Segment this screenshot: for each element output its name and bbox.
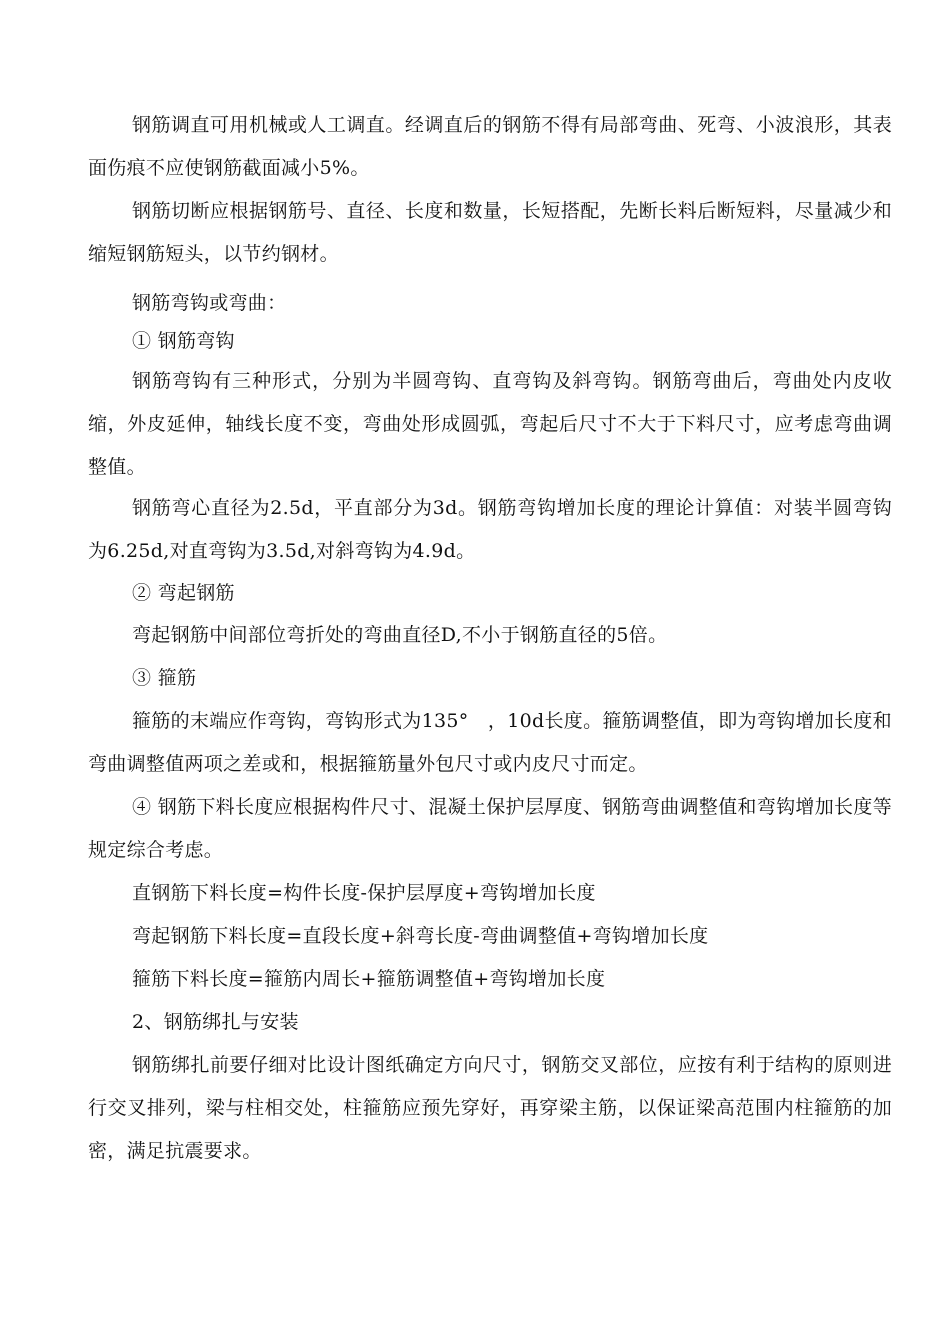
paragraph-binding: 钢筋绑扎前要仔细对比设计图纸确定方向尺寸，钢筋交叉部位，应按有利于结构的原则进行交叉排列，梁与柱相交处，柱箍筋应预先穿好，再穿梁主筋，以保证梁高范围内柱箍筋的加密，满足抗震要求。 [88, 1054, 892, 1162]
paragraph-cutting: 钢筋切断应根据钢筋号、直径、长度和数量，长短搭配，先断长料后断短料，尽量减少和缩短钢筋短头，以节约钢材。 [88, 200, 892, 265]
formula-straight-bar: 直钢筋下料长度=构件长度-保护层厚度+弯钩增加长度 [132, 882, 596, 904]
paragraph-hook-forms: 钢筋弯钩有三种形式，分别为半圆弯钩、直弯钩及斜弯钩。钢筋弯曲后，弯曲处内皮收缩，外皮延伸，轴线长度不变，弯曲处形成圆弧，弯起后尺寸不大于下料尺寸，应考虑弯曲调整值。 [88, 370, 892, 478]
heading-hook: ① 钢筋弯钩 [132, 330, 235, 352]
paragraph-cutting-length: ④ 钢筋下料长度应根据构件尺寸、混凝土保护层厚度、钢筋弯曲调整值和弯钩增加长度等规定综合考虑。 [88, 796, 892, 861]
paragraph-bend-diameter: 钢筋弯心直径为2.5d，平直部分为3d。钢筋弯钩增加长度的理论计算值：对装半圆弯钩为6.25d,对直弯钩为3.5d,对斜弯钩为4.9d。 [88, 497, 892, 562]
paragraph-stirrup: 箍筋的末端应作弯钩，弯钩形式为135° ，10d长度。箍筋调整值，即为弯钩增加长度和弯曲调整值两项之差或和，根据箍筋量外包尺寸或内皮尺寸而定。 [88, 710, 892, 775]
paragraph-straightening: 钢筋调直可用机械或人工调直。经调直后的钢筋不得有局部弯曲、死弯、小波浪形，其表面伤痕不应使钢筋截面减小5%。 [88, 114, 892, 179]
paragraph-bent-bar: 弯起钢筋中间部位弯折处的弯曲直径D,不小于钢筋直径的5倍。 [132, 624, 668, 646]
heading-stirrup: ③ 箍筋 [132, 667, 197, 689]
heading-bending: 钢筋弯钩或弯曲： [132, 292, 287, 314]
formula-bent-bar: 弯起钢筋下料长度=直段长度+斜弯长度-弯曲调整值+弯钩增加长度 [132, 925, 709, 947]
heading-binding: 2、钢筋绑扎与安装 [132, 1011, 299, 1033]
formula-stirrup: 箍筋下料长度=箍筋内周长+箍筋调整值+弯钩增加长度 [132, 968, 606, 990]
heading-bent-bar: ② 弯起钢筋 [132, 582, 235, 604]
